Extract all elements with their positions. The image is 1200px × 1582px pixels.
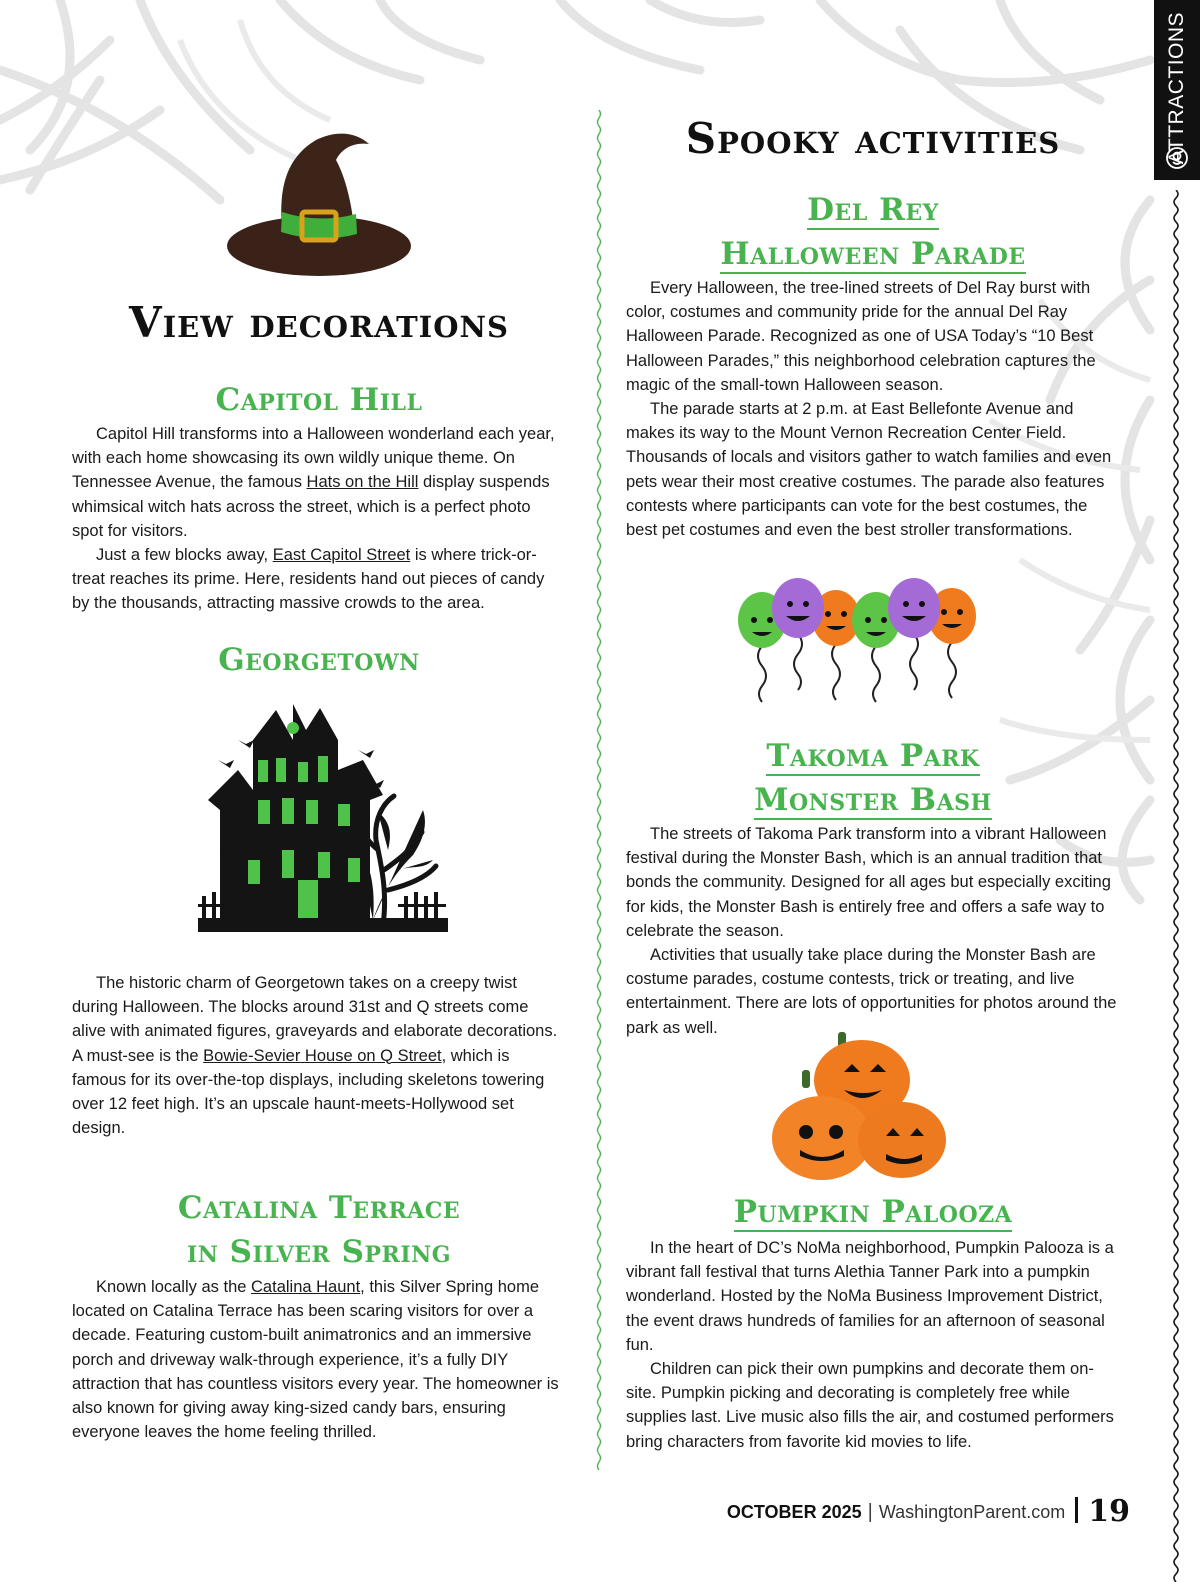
pin-icon: [1165, 146, 1189, 170]
del-rey-title: [626, 188, 1120, 276]
left-column-heading: View decorations: [129, 298, 509, 347]
witch-hat-image: [224, 128, 414, 283]
capitol-hill-title: Capitol Hill: [215, 382, 423, 418]
right-wavy-border: [1170, 190, 1182, 1582]
takoma-title-line-1: Takoma Park: [766, 738, 980, 774]
halloween-balloons-image: [726, 578, 992, 710]
capitol-hill-text: [72, 422, 566, 616]
catalina-title-line-2: in Silver Spring: [186, 1234, 452, 1270]
del-rey-paragraph-2: The parade starts at 2 p.m. at East Bellefonte Avenue and makes its way to the Mount Vernon Recreation Center Field. Thousands of locals and visitors gather to watch families and even pets wear their most creative costumes. The parade also features contests where participants can vote for the best costumes, the best pet costumes and even the best stroller transformations.: [626, 400, 1112, 540]
catalina-paragraph-1: Known locally as the Catalina Haunt, this Silver Spring home located on Catalina Terrace has been scaring visitors for over a decade. Featuring custom-built animatronics and an immersive porch and driveway walk-through experience, it’s a fully DIY attraction that has countless visitors every year. The homeowner is also known for giving away king-sized candy bars, ensuring everyone leaves the home feeling thrilled.: [72, 1278, 559, 1442]
jack-o-lantern-pumpkins-image: [772, 1032, 948, 1182]
capitol-hill-paragraph-1: Capitol Hill transforms into a Halloween wonderland each year, with each home showcasing its own wildly unique theme. On Tennessee Avenue, the famous Hats on the Hill display suspends whimsical witch hats across the street, which is a perfect photo spot for visitors.: [72, 425, 555, 540]
column-divider: [594, 110, 604, 1470]
georgetown-title: Georgetown: [218, 642, 420, 678]
east-capitol-street-link[interactable]: East Capitol Street: [272, 546, 411, 565]
footer-bar-divider: [1075, 1497, 1078, 1523]
hats-on-the-hill-link[interactable]: Hats on the Hill: [306, 473, 419, 492]
takoma-title-line-2: Monster Bash: [754, 782, 992, 818]
del-rey-text: [626, 276, 1120, 542]
footer-month: OCTOBER 2025: [726, 1502, 862, 1522]
pumpkin-paragraph-1: In the heart of DC’s NoMa neighborhood, Pumpkin Palooza is a vibrant fall festival that turns Alethia Tanner Park into a pumpkin wonderland. Hosted by the NoMa Business Improvement District, the event draws hundreds of families for an afternoon of seasonal fun.: [626, 1239, 1114, 1354]
georgetown-text: [72, 971, 566, 1140]
page-footer: [700, 1494, 1130, 1538]
haunted-house-image: [198, 700, 448, 948]
catalina-title-line-1: Catalina Terrace: [177, 1190, 461, 1226]
capitol-hill-paragraph-2: Just a few blocks away, East Capitol Street is where trick-or-treat reaches its prime. Here, residents hand out pieces of candy by the thousands, attracting massive crowds to the area.: [72, 546, 545, 613]
right-column-heading: Spooky activities: [685, 114, 1061, 163]
del-rey-paragraph-1: Every Halloween, the tree-lined streets of Del Ray burst with color, costumes and community pride for the annual Del Ray Halloween Parade. Recognized as one of USA Today’s “10 Best Halloween Parades,” this neighborhood celebration captures the magic of the small-town Halloween season.: [626, 279, 1096, 394]
takoma-paragraph-1: The streets of Takoma Park transform into a vibrant Halloween festival during the Monster Bash, which is an annual tradition that bonds the community. Designed for all ages but especially exciting for kids, the Monster Bash is entirely free and offers a safe way to celebrate the season.: [626, 825, 1111, 940]
catalina-haunt-link[interactable]: Catalina Haunt: [251, 1278, 361, 1296]
pumpkin-paragraph-2: Children can pick their own pumpkins and decorate them on-site. Pumpkin picking and decorating is completely free while supplies last. Live music also fills the air, and costumed performers bring characters from favorite kid movies to life.: [626, 1360, 1114, 1451]
catalina-terrace-title: [72, 1186, 566, 1274]
footer-separator: |: [867, 1501, 873, 1523]
georgetown-paragraph-1: The historic charm of Georgetown takes on a creepy twist during Halloween. The blocks around 31st and Q streets come alive with animated figures, graveyards and elaborate decorations. A must-see is the Bowie-Sevier House on Q Street, which is famous for its over-the-top displays, including skeletons towering over 12 feet high. It’s an upscale haunt-meets-Hollywood set design.: [72, 974, 558, 1138]
del-rey-title-line-2: Halloween Parade: [720, 236, 1026, 272]
pumpkin-palooza-title: Pumpkin Palooza: [733, 1194, 1013, 1230]
takoma-text: [626, 822, 1120, 1040]
section-tab-label: ATTRACTIONS: [1165, 11, 1188, 165]
footer-site[interactable]: WashingtonParent.com: [878, 1502, 1066, 1522]
pumpkin-palooza-text: [626, 1236, 1120, 1454]
catalina-text: [72, 1275, 566, 1444]
del-rey-title-line-1: Del Rey: [807, 192, 939, 228]
takoma-paragraph-2: Activities that usually take place during the Monster Bash are costume parades, costume contests, trick or treating, and live entertainment. There are lots of opportunities for photos around the park as well.: [626, 946, 1117, 1037]
bowie-sevier-house-link[interactable]: Bowie-Sevier House on Q Street: [203, 1046, 442, 1065]
page-number: 19: [1088, 1494, 1130, 1529]
takoma-park-title: [626, 734, 1120, 822]
